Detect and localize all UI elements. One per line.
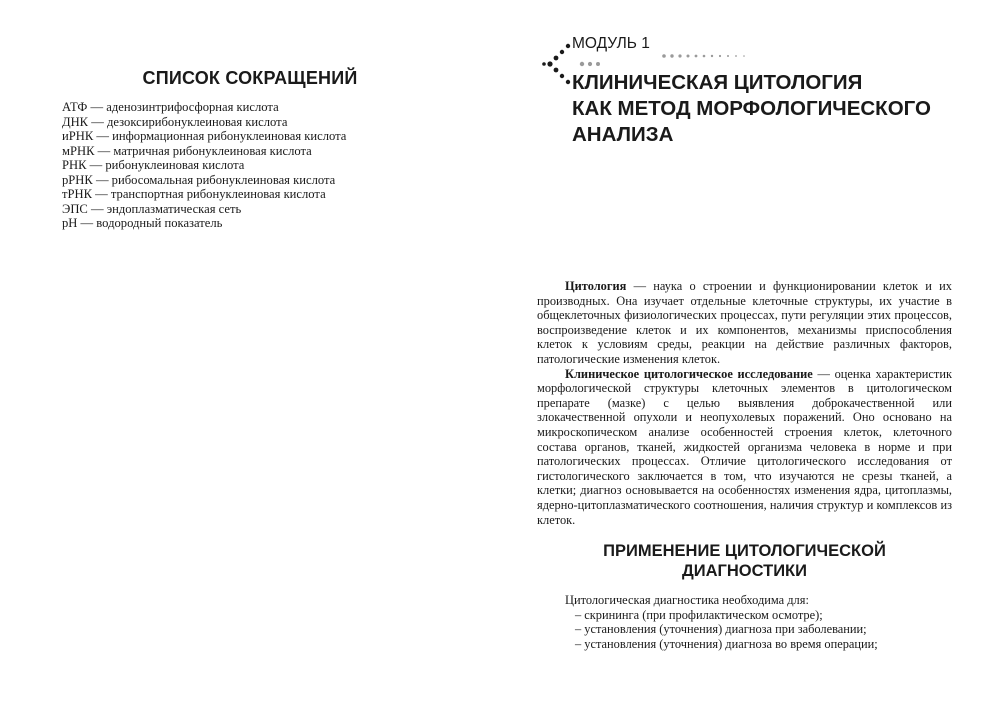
chapter-title-line: АНАЛИЗА bbox=[572, 123, 674, 146]
list-intro: Цитологическая диагностика необходима для: bbox=[565, 593, 809, 607]
diagnostics-list bbox=[565, 593, 878, 651]
abbreviation-item: pH — водородный показатель bbox=[62, 216, 223, 230]
term-cytology: Цитология bbox=[565, 279, 627, 293]
term-clinical-study: Клиническое цитологическое исследование bbox=[565, 366, 813, 381]
abbreviations-title: СПИСОК СОКРАЩЕНИЙ bbox=[142, 68, 358, 88]
abbreviation-item: ЭПС — эндоплазматическая сеть bbox=[62, 201, 242, 216]
abbreviation-item: мРНК — матричная рибонуклеиновая кислота bbox=[62, 143, 312, 158]
abbreviation-item: АТФ — аденозинтрифосфорная кислота bbox=[62, 100, 279, 114]
abbreviation-item: ДНК — дезоксирибонуклеиновая кислота bbox=[62, 114, 288, 129]
list-item: – установления (уточнения) диагноза при заболевании; bbox=[575, 622, 867, 636]
abbreviation-item: иРНК — информационная рибонуклеиновая кислота bbox=[62, 129, 347, 143]
section-title-line: ПРИМЕНЕНИЕ ЦИТОЛОГИЧЕСКОЙ bbox=[603, 542, 886, 560]
abbreviation-item: тРНК — транспортная рибонуклеиновая кислота bbox=[62, 187, 326, 201]
list-item: – установления (уточнения) диагноза во время операции; bbox=[575, 636, 878, 651]
chapter-title-line: КАК МЕТОД МОРФОЛОГИЧЕСКОГО bbox=[572, 97, 931, 120]
section-title bbox=[537, 541, 952, 581]
paragraph-cytology bbox=[537, 279, 952, 367]
abbreviation-item: рРНК — рибосомальная рибонуклеиновая кислота bbox=[62, 172, 336, 187]
chapter-title bbox=[572, 70, 931, 148]
section-title-line: ДИАГНОСТИКИ bbox=[681, 562, 807, 580]
abbreviation-item: РНК — рибонуклеиновая кислота bbox=[62, 158, 245, 172]
list-item: – скрининга (при профилактическом осмотре); bbox=[575, 607, 823, 622]
abbreviations-list bbox=[62, 100, 346, 231]
body-text bbox=[537, 279, 952, 527]
paragraph-text: — наука о строении и функционировании клеток и их производных. Она изучает отдельные клеточные структуры, их участие в общеклеточных физиологических процессах, пути регуляции этих процессов, воспроизведение клеток и их компонентов, механизмы приспособления клеток к условиям среды, реакции на действие различных факторов, патологические изменения клеток. bbox=[537, 279, 952, 366]
paragraph-text: — оценка характеристик морфологической структуры клеточных элементов в цитологическом препарате (мазке) с целью выявления доброкачественной или злокачественной опухоли и неопухолевых поражений. Оно основано на микроскопическом анализе особенностей строения клеток, клеточного состава органов, тканей, жидкостей организма человека в норме и при патологических процессах. Отличие цитологического исследования от гистологического заключается в том, что изучаются не срезы тканей, а клетки; диагноз основывается на особенностях изменения ядра, цитоплазмы, ядерно-цитоплазматического соотношения, наличия структур и комплексов из клеток. bbox=[537, 366, 952, 527]
paragraph-clinical-study bbox=[537, 367, 952, 528]
module-label: МОДУЛЬ 1 bbox=[572, 35, 650, 52]
chapter-title-line: КЛИНИЧЕСКАЯ ЦИТОЛОГИЯ bbox=[572, 71, 863, 94]
